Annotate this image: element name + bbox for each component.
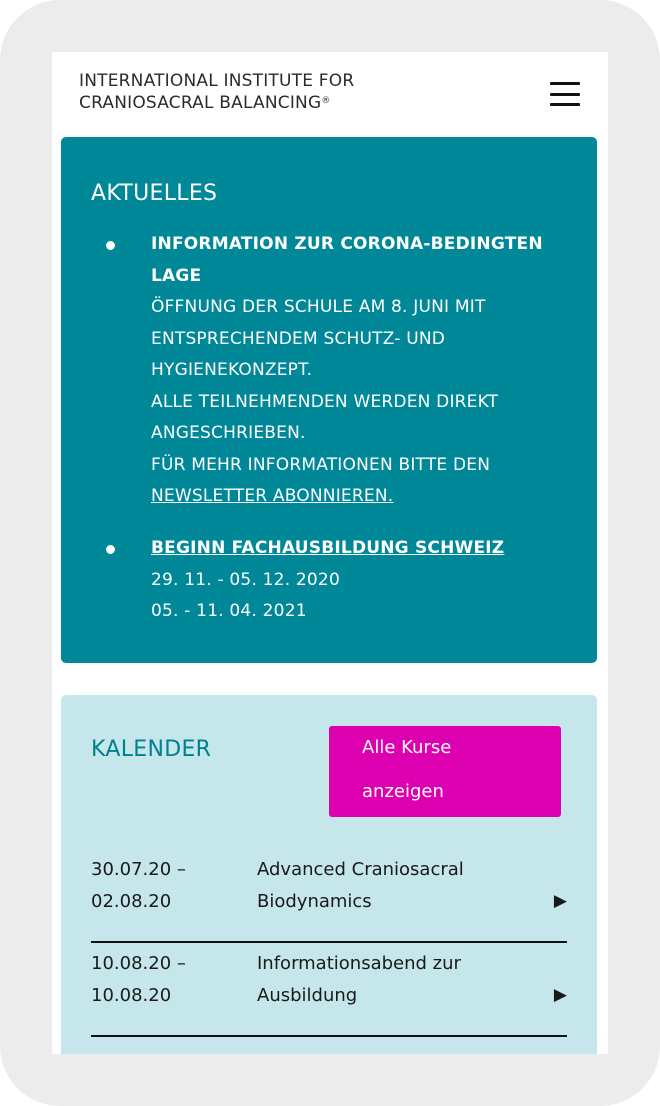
news-line: 29. 11. - 05. 12. 2020	[151, 569, 340, 590]
bullet-icon	[106, 241, 115, 250]
newsletter-link[interactable]: NEWSLETTER ABONNIEREN.	[151, 486, 394, 506]
news-line: ALLE TEILNEHMENDEN WERDEN DIREKT	[151, 391, 499, 412]
calendar-event-row[interactable]	[91, 847, 567, 943]
news-line: ANGESCHRIEBEN.	[151, 423, 306, 443]
news-line: ÖFFNUNG DER SCHULE AM 8. JUNI MIT	[151, 297, 486, 317]
news-heading: INFORMATION ZUR CORONA-BEDINGTEN LAGE	[151, 234, 543, 286]
news-line: FÜR MEHR INFORMATIONEN BITTE DEN	[151, 454, 491, 475]
all-courses-label-line1: Alle Kurse	[362, 737, 452, 758]
site-header	[52, 52, 608, 137]
news-line: ENTSPRECHENDEM SCHUTZ- UND	[151, 328, 446, 349]
logo-line-2: CRANIOSACRAL BALANCING®	[79, 93, 331, 113]
play-arrow-icon[interactable]: ▶	[553, 891, 567, 911]
menu-bar	[550, 93, 580, 96]
play-arrow-icon[interactable]: ▶	[553, 985, 567, 1005]
event-date	[91, 948, 241, 1011]
news-line: HYGIENEKONZEPT.	[151, 360, 313, 380]
menu-bar	[550, 82, 580, 85]
menu-bar	[550, 103, 580, 106]
bullet-icon	[106, 545, 115, 554]
event-date-end: 10.08.20	[91, 984, 172, 1006]
event-date-end: 02.08.20	[91, 890, 172, 912]
calendar-title: KALENDER	[91, 737, 212, 762]
hamburger-menu-icon[interactable]	[550, 82, 580, 106]
event-title-line: Informationsabend zur Ausbildung	[257, 953, 461, 1006]
news-title: AKTUELLES	[91, 181, 218, 206]
event-date	[91, 854, 241, 917]
all-courses-button[interactable]	[329, 726, 561, 817]
fachausbildung-link[interactable]: BEGINN FACHAUSBILDUNG SCHWEIZ	[151, 538, 505, 558]
logo-line-1: INTERNATIONAL INSTITUTE FOR	[79, 71, 355, 91]
news-section	[61, 137, 597, 663]
news-line: 05. - 11. 04. 2021	[151, 601, 307, 621]
screen	[52, 52, 608, 1054]
registered-mark: ®	[321, 96, 331, 106]
event-date-start: 10.08.20 –	[91, 953, 186, 974]
calendar-event-row[interactable]	[91, 941, 567, 1037]
site-logo[interactable]	[79, 70, 354, 114]
event-date-start: 30.07.20 –	[91, 859, 186, 880]
news-item-corona	[151, 229, 581, 513]
event-title-line: Biodynamics	[257, 890, 372, 912]
event-title	[257, 948, 557, 1011]
calendar-section	[61, 695, 597, 1054]
news-item-fachausbildung	[151, 533, 581, 628]
all-courses-label-line2: anzeigen	[362, 781, 444, 802]
event-title	[257, 854, 557, 917]
event-title-line: Advanced Craniosacral	[257, 859, 464, 880]
